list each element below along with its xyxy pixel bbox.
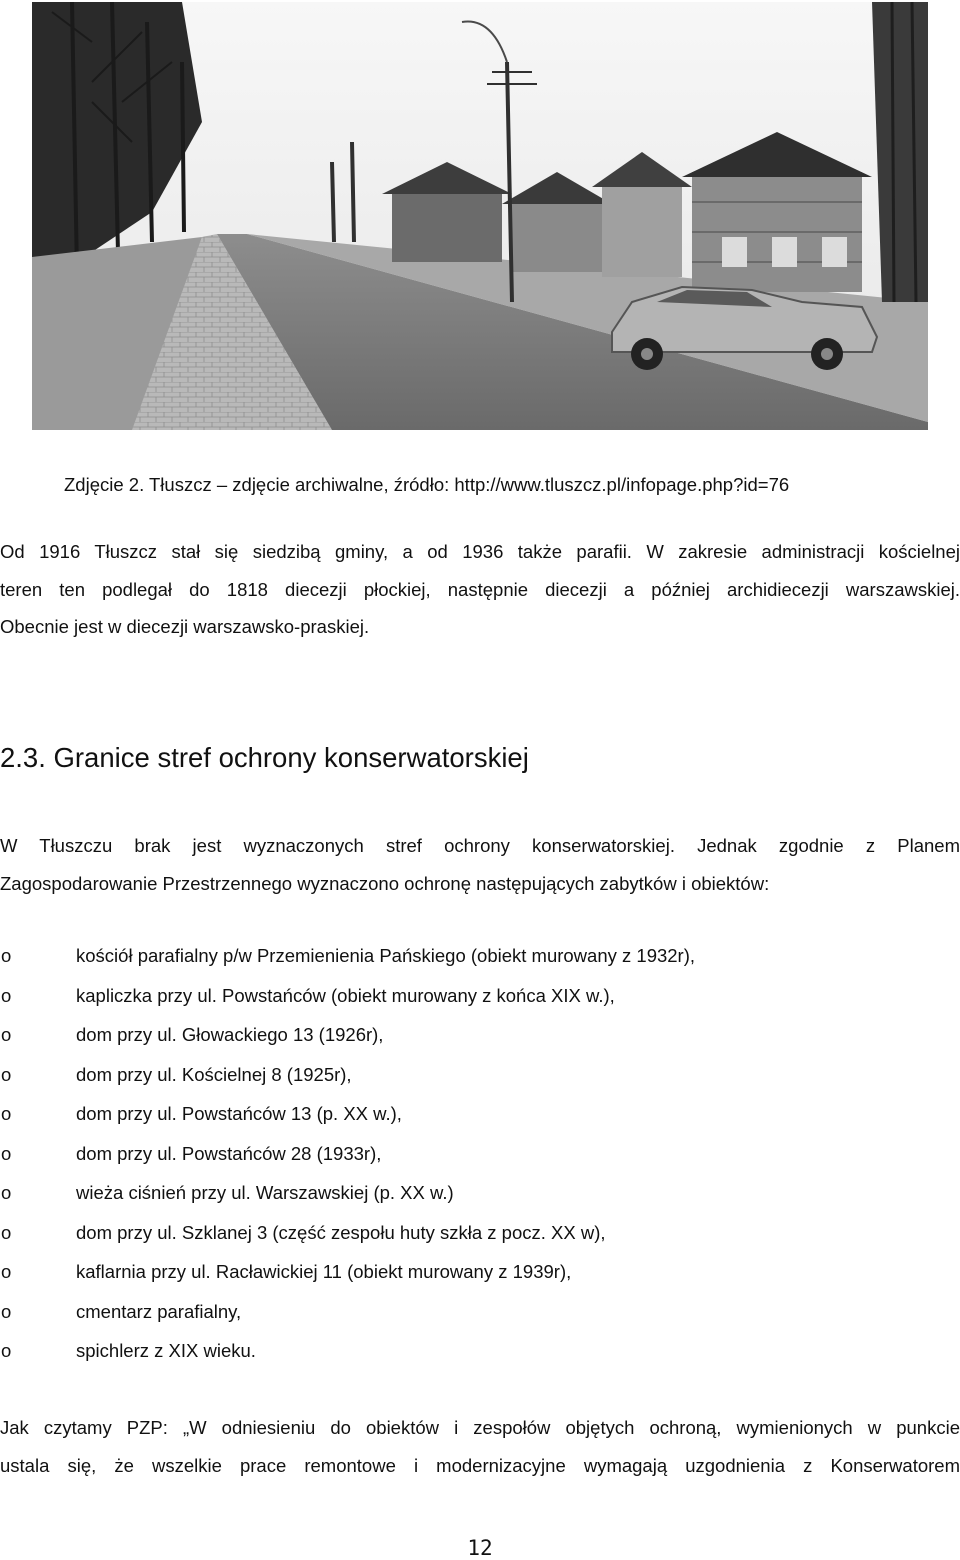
list-bullet: o [1, 984, 12, 1006]
list-item-text: dom przy ul. Głowackiego 13 (1926r), [76, 1024, 384, 1045]
text-line: ustala się, że wszelkie prace remontowe i modernizacyjne wymagają uzgodnienia z Konserwatorem [0, 1454, 960, 1476]
list-item-text: dom przy ul. Powstańców 13 (p. XX w.), [76, 1103, 402, 1124]
list-bullet: o [1, 1261, 12, 1282]
page-number: 12 [467, 1536, 493, 1560]
list-bullet: o [1, 1103, 12, 1124]
text-line: Jak czytamy PZP: „W odniesieniu do obiektów i zespołów objętych ochroną, wymienionych w punkcie [0, 1417, 960, 1438]
paragraph-protection-intro [0, 827, 960, 902]
text-line: Zagospodarowanie Przestrzennego wyznaczono ochronę następujących zabytków i obiektów: [0, 872, 770, 894]
archival-street-photo [32, 2, 928, 430]
list-item-text: kaflarnia przy ul. Racławickiej 11 (obiekt murowany z 1939r), [76, 1261, 572, 1282]
list-bullet: o [1, 1300, 12, 1322]
paragraph-pzp-quote [0, 1409, 960, 1484]
list-item-text: kościół parafialny p/w Przemienienia Pańskiego (obiekt murowany z 1932r), [76, 945, 696, 966]
text-line: Od 1916 Tłuszcz stał się siedzibą gminy, a od 1936 także parafii. W zakresie administracji kościelnej [0, 541, 960, 562]
list-item-text: kapliczka przy ul. Powstańców (obiekt murowany z końca XIX w.), [76, 984, 615, 1006]
paragraph-parish-history [0, 533, 960, 646]
list-item-text: dom przy ul. Kościelnej 8 (1925r), [76, 1063, 352, 1085]
list-bullet: o [1, 945, 12, 966]
list-item-text: spichlerz z XIX wieku. [76, 1340, 256, 1361]
list-bullet: o [1, 1182, 12, 1203]
list-item-text: cmentarz parafialny, [76, 1300, 242, 1322]
list-bullet: o [1, 1063, 12, 1085]
text-line: W Tłuszczu brak jest wyznaczonych stref ochrony konserwatorskiej. Jednak zgodnie z Planem [0, 835, 960, 856]
list-bullet: o [1, 1024, 12, 1045]
section-heading: 2.3. Granice stref ochrony konserwatorskiej [0, 742, 529, 773]
list-item-text: dom przy ul. Szklanej 3 (część zespołu huty szkła z pocz. XX w), [76, 1221, 606, 1243]
list-item-text: wieża ciśnień przy ul. Warszawskiej (p. XX w.) [76, 1182, 454, 1203]
text-line: Obecnie jest w diecezji warszawsko-praskiej. [0, 616, 370, 637]
photo-caption: Zdjęcie 2. Tłuszcz – zdjęcie archiwalne, źródło: http://www.tluszcz.pl/infopage.php?id=76 [64, 474, 790, 495]
text-line: teren ten podlegał do 1818 diecezji płockiej, następnie diecezji a później archidiecezji warszawskiej. [0, 578, 960, 600]
list-item-text: dom przy ul. Powstańców 28 (1933r), [76, 1142, 382, 1164]
list-bullet: o [1, 1142, 12, 1164]
list-bullet: o [1, 1221, 12, 1243]
list-bullet: o [1, 1340, 12, 1361]
